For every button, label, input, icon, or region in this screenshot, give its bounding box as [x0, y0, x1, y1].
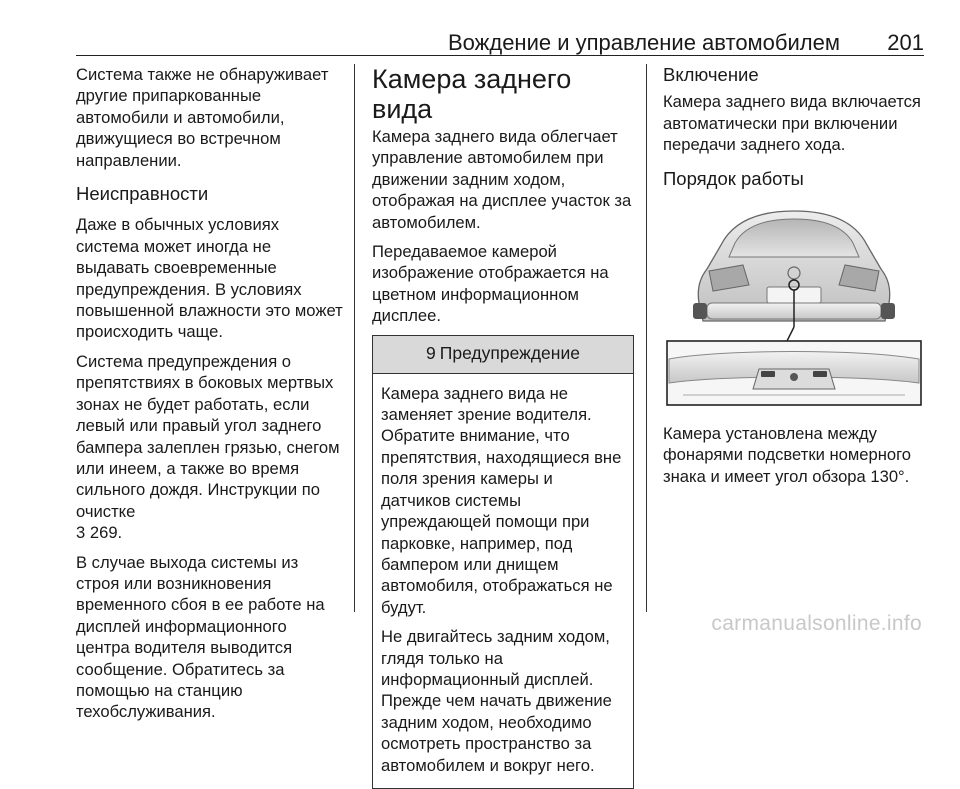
- heading-operation: Порядок работы: [663, 167, 804, 189]
- warning-paragraph-1: Камера заднего вида не заменяет зрение водителя. Обратите внимание, что препятствия, находящиеся вне поля зрения камеры и датчиков системы упреждающей помощи при парковке, например, под бампером или днищем автомобиля, отображаться не будут.: [381, 383, 622, 617]
- warning-body: [373, 374, 633, 788]
- paragraph-activation: Камера заднего вида включается автоматически при включении передачи заднего хода.: [663, 92, 921, 155]
- page-number: 201: [887, 30, 924, 55]
- paragraph-faults-1: Даже в обычных условиях система может иногда не выдавать своевременные предупреждения. В условиях повышенной влажности это может происходить чаще.: [76, 215, 343, 342]
- heading-activation: Включение: [663, 64, 759, 85]
- figure-caption: Камера установлена между фонарями подсветки номерного знака и имеет угол обзора 130°.: [663, 424, 912, 486]
- column-divider: [354, 64, 355, 612]
- paragraph-intro: Система также не обнаруживает другие припаркованные автомобили и автомобили, движущиеся во встречном направлении.: [76, 65, 329, 170]
- column-1: [76, 64, 344, 731]
- heading-rear-camera: Камера заднего вида: [372, 64, 572, 124]
- warning-icon: 9: [426, 343, 436, 364]
- paragraph-faults-2: [76, 351, 344, 544]
- paragraph-faults-2-text: Система предупреждения о препятствиях в боковых мертвых зонах не будет работать, если левый или правый угол заднего бампера залеплен грязью, снегом или инеем, а также во время сильного дождя. Инструкции по очистке: [76, 351, 340, 521]
- warning-paragraph-2: Не двигайтесь задним ходом, глядя только на информационный дисплей. Прежде чем начать движение задним ходом, необходимо осмотреть пространство за автомобилем и вокруг него.: [381, 627, 612, 775]
- header-rule: [76, 55, 924, 56]
- paragraph-camera-2: Передаваемое камерой изображение отображается на цветном информационном дисплее.: [372, 242, 609, 326]
- page-header: [76, 28, 924, 58]
- rear-camera-car-illustration-icon: [663, 199, 925, 411]
- warning-title: Предупреждение: [439, 343, 580, 364]
- warning-box: [372, 335, 634, 789]
- column-divider: [646, 64, 647, 612]
- paragraph-faults-3: В случае выхода системы из строя или возникновения временного сбоя в ее работе на дисплей информационного центра водителя выводится сообщение. Обратитесь за помощью на станцию техобслуживания.: [76, 552, 325, 722]
- column-3: [663, 64, 929, 495]
- column-2: [372, 64, 636, 789]
- page-ref-arrow-icon: 3: [76, 523, 86, 543]
- warning-header: [373, 336, 633, 374]
- header-title: Вождение и управление автомобилем: [447, 30, 840, 55]
- page-ref-link[interactable]: 269.: [89, 523, 123, 543]
- footer-watermark: carmanualsonline.info: [711, 612, 922, 635]
- heading-faults: Неисправности: [76, 183, 209, 205]
- paragraph-camera-1: Камера заднего вида облегчает управление автомобилем при движении задним ходом, отображая на дисплее участок за автомобилем.: [372, 127, 632, 232]
